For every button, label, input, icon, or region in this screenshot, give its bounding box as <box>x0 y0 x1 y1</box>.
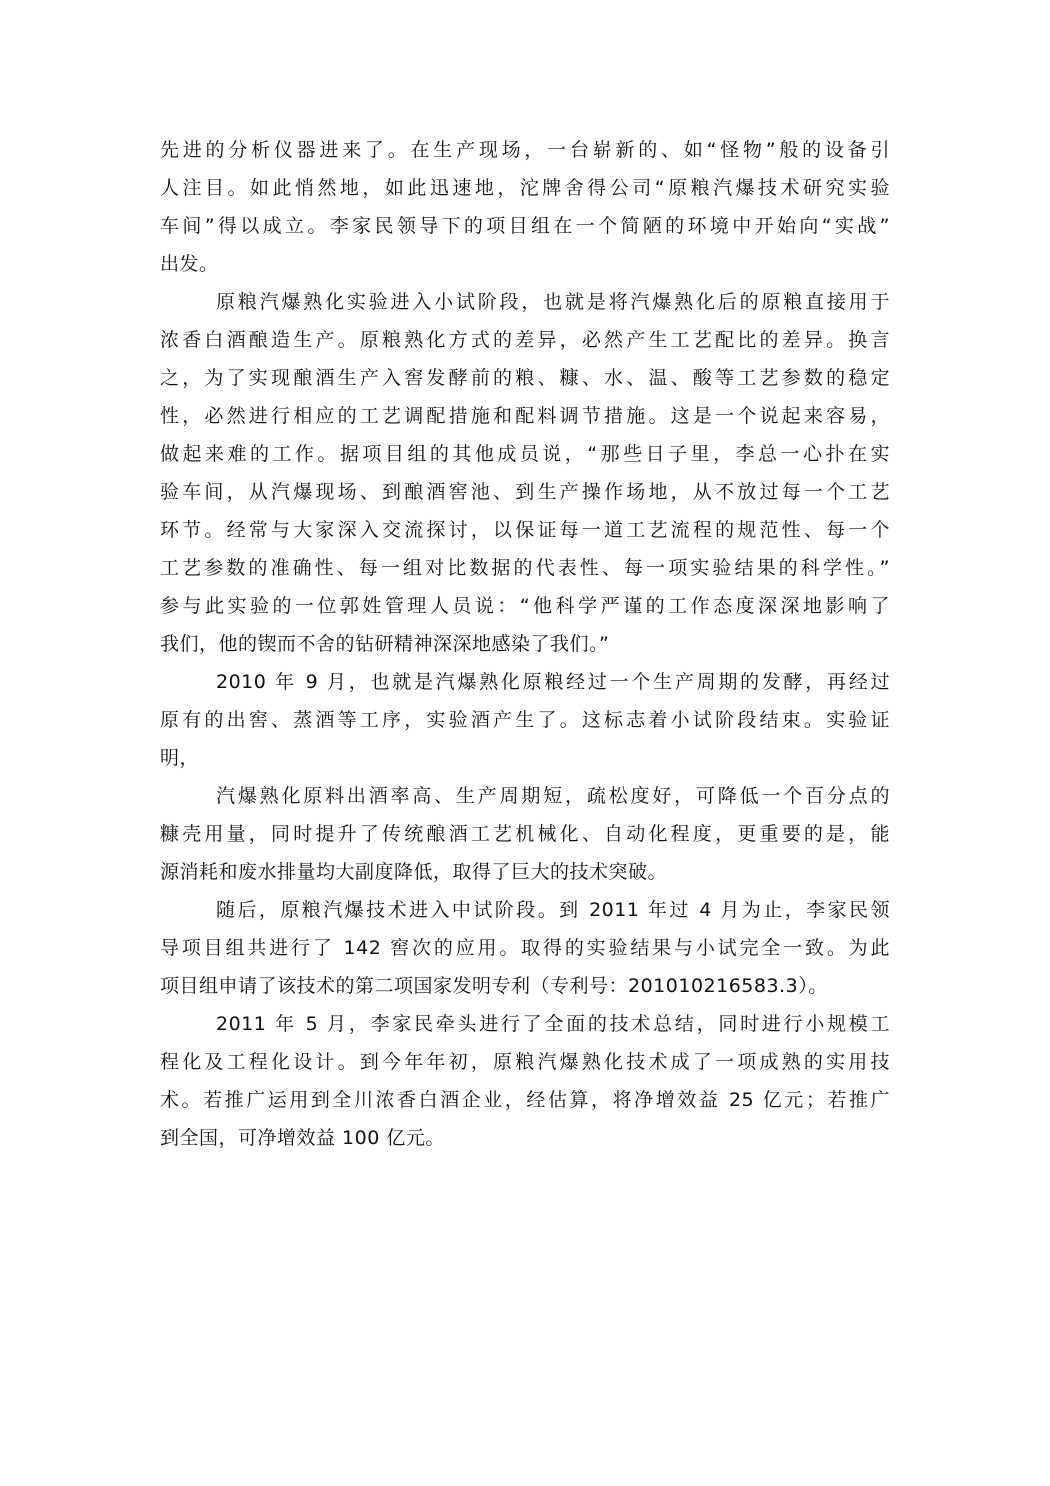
text-line: 到全国，可净增效益 100 亿元。 <box>160 1127 445 1149</box>
text-line: 原粮汽爆熟化实验进入小试阶段，也就是将汽爆熟化后的原粮直接用于 <box>216 291 890 313</box>
text-line: 浓香白酒酿造生产。原粮熟化方式的差异，必然产生工艺配比的差异。换言 <box>160 329 890 351</box>
text-line: 糠壳用量，同时提升了传统酿酒工艺机械化、自动化程度，更重要的是，能 <box>160 823 890 845</box>
text-line: 人注目。如此悄然地，如此迅速地，沱牌舍得公司“原粮汽爆技术研究实验 <box>160 177 890 199</box>
text-line: 项目组申请了该技术的第二项国家发明专利（专利号：201010216583.3）。 <box>160 975 828 997</box>
text-line: 2010 年 9 月，也就是汽爆熟化原粮经过一个生产周期的发酵，再经过 <box>216 671 890 693</box>
text-line: 参与此实验的一位郭姓管理人员说：“他科学严谨的工作态度深深地影响了 <box>160 595 890 617</box>
text-line: 术。若推广运用到全川浓香白酒企业，经估算，将净增效益 25 亿元；若推广 <box>160 1089 890 1111</box>
body-text <box>160 131 890 1157</box>
text-line: 性，必然进行相应的工艺调配措施和配料调节措施。这是一个说起来容易， <box>160 405 890 427</box>
text-line: 先进的分析仪器进来了。在生产现场，一台崭新的、如“怪物”般的设备引 <box>160 139 890 161</box>
text-line: 源消耗和废水排量均大副度降低，取得了巨大的技术突破。 <box>160 861 668 883</box>
text-line: 工艺参数的准确性、每一组对比数据的代表性、每一项实验结果的科学性。” <box>160 557 890 579</box>
text-line: 程化及工程化设计。到今年年初，原粮汽爆熟化技术成了一项成熟的实用技 <box>160 1051 890 1073</box>
text-line: 明， <box>160 747 200 769</box>
text-line: 环节。经常与大家深入交流探讨，以保证每一道工艺流程的规范性、每一个 <box>160 519 890 541</box>
text-line: 做起来难的工作。据项目组的其他成员说，“那些日子里，李总一心扑在实 <box>160 443 890 465</box>
text-line: 之，为了实现酿酒生产入窖发酵前的粮、糠、水、温、酸等工艺参数的稳定 <box>160 367 890 389</box>
text-line: 2011 年 5 月，李家民牵头进行了全面的技术总结，同时进行小规模工 <box>216 1013 890 1035</box>
text-line: 原有的出窖、蒸酒等工序，实验酒产生了。这标志着小试阶段结束。实验证 <box>160 709 890 731</box>
text-line: 导项目组共进行了 142 窖次的应用。取得的实验结果与小试完全一致。为此 <box>160 937 890 959</box>
text-line: 验车间，从汽爆现场、到酿酒窖池、到生产操作场地，从不放过每一个工艺 <box>160 481 890 503</box>
text-line: 我们，他的锲而不舍的钻研精神深深地感染了我们。” <box>160 633 610 655</box>
text-line: 出发。 <box>160 253 219 275</box>
text-line: 汽爆熟化原料出酒率高、生产周期短，疏松度好，可降低一个百分点的 <box>216 785 890 807</box>
text-line: 随后，原粮汽爆技术进入中试阶段。到 2011 年过 4 月为止，李家民领 <box>216 899 890 921</box>
text-line: 车间”得以成立。李家民领导下的项目组在一个简陋的环境中开始向“实战” <box>160 215 890 237</box>
